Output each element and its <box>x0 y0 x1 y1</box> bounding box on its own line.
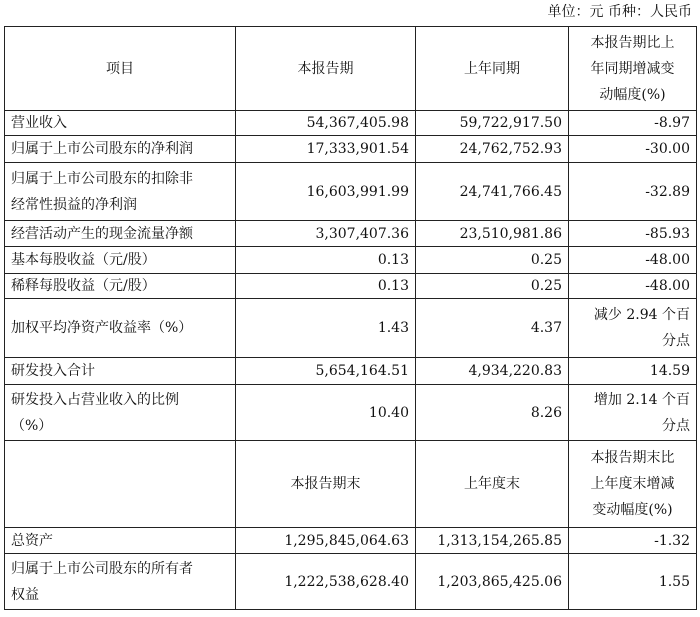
row-label: 营业收入 <box>5 111 236 136</box>
empty-header-cell <box>5 441 236 528</box>
change-value: -48.00 <box>569 274 697 299</box>
prior-value: 24,762,752.93 <box>416 136 569 163</box>
header-line: 本报告期末比 <box>590 450 675 466</box>
table-row <box>5 299 697 358</box>
change-value: 1.55 <box>569 554 697 610</box>
change-value <box>569 299 697 358</box>
table-row <box>5 136 697 163</box>
current-value: 17,333,901.54 <box>236 136 416 163</box>
row-label <box>5 385 236 441</box>
table-row <box>5 554 697 610</box>
currency-unit-note: 单位：元 币种：人民币 <box>547 4 692 20</box>
column-header-current: 本报告期 <box>236 27 416 111</box>
table-row <box>5 358 697 385</box>
row-label: 稀释每股收益（元/股） <box>5 274 236 299</box>
table-row <box>5 111 697 136</box>
table-row <box>5 247 697 274</box>
change-value: -8.97 <box>569 111 697 136</box>
header-line: 变动幅度(%) <box>592 502 673 518</box>
change-value: -1.32 <box>569 528 697 554</box>
header-line: 年同期增减变 <box>590 60 675 77</box>
label-line: 研发投入占营业收入的比例 <box>11 391 179 408</box>
change-line: 增加 2.14 个百 <box>593 391 690 408</box>
label-line: （%） <box>11 417 53 434</box>
current-value: 0.13 <box>236 247 416 274</box>
prior-value: 23,510,981.86 <box>416 221 569 247</box>
current-value: 54,367,405.98 <box>236 111 416 136</box>
label-line: 权益 <box>11 586 39 603</box>
current-value: 1.43 <box>236 299 416 358</box>
header-line: 动幅度(%) <box>599 86 666 103</box>
row-label: 归属于上市公司股东的净利润 <box>5 136 236 163</box>
label-line: 归属于上市公司股东的扣除非 <box>11 170 193 187</box>
change-value: -30.00 <box>569 136 697 163</box>
current-value: 3,307,407.36 <box>236 221 416 247</box>
prior-value: 1,203,865,425.06 <box>416 554 569 610</box>
change-value: -32.89 <box>569 163 697 221</box>
prior-value: 59,722,917.50 <box>416 111 569 136</box>
label-line: 经常性损益的净利润 <box>11 196 137 213</box>
financial-summary-table <box>4 26 697 610</box>
row-label: 总资产 <box>5 528 236 554</box>
label-line: 归属于上市公司股东的所有者 <box>11 560 193 577</box>
change-line: 分点 <box>662 333 690 349</box>
table-row <box>5 163 697 221</box>
row-label <box>5 163 236 221</box>
prior-value: 4.37 <box>416 299 569 358</box>
table-row <box>5 385 697 441</box>
change-line: 分点 <box>662 417 690 434</box>
current-value: 1,222,538,628.40 <box>236 554 416 610</box>
current-value: 0.13 <box>236 274 416 299</box>
row-label: 研发投入合计 <box>5 358 236 385</box>
prior-value: 24,741,766.45 <box>416 163 569 221</box>
table-row <box>5 221 697 247</box>
column-header-period-end: 本报告期末 <box>236 441 416 528</box>
prior-value: 1,313,154,265.85 <box>416 528 569 554</box>
column-header-change <box>569 441 697 528</box>
table-row <box>5 528 697 554</box>
header-line: 本报告期比上 <box>590 34 675 51</box>
column-header-prior-year-end: 上年度末 <box>416 441 569 528</box>
column-header-change <box>569 27 697 111</box>
current-value: 16,603,991.99 <box>236 163 416 221</box>
table-row <box>5 274 697 299</box>
header-line: 上年度末增减 <box>590 476 675 492</box>
prior-value: 0.25 <box>416 247 569 274</box>
row-label: 基本每股收益（元/股） <box>5 247 236 274</box>
change-line: 减少 2.94 个百 <box>593 307 690 323</box>
change-value: -48.00 <box>569 247 697 274</box>
period-end-header-row <box>5 441 697 528</box>
change-value: 14.59 <box>569 358 697 385</box>
row-label <box>5 554 236 610</box>
row-label: 经营活动产生的现金流量净额 <box>5 221 236 247</box>
current-value: 1,295,845,064.63 <box>236 528 416 554</box>
column-header-item: 项目 <box>5 27 236 111</box>
change-value <box>569 385 697 441</box>
row-label: 加权平均净资产收益率（%） <box>5 299 236 358</box>
header-row <box>5 27 697 111</box>
column-header-prior: 上年同期 <box>416 27 569 111</box>
current-value: 5,654,164.51 <box>236 358 416 385</box>
change-value: -85.93 <box>569 221 697 247</box>
current-value: 10.40 <box>236 385 416 441</box>
prior-value: 0.25 <box>416 274 569 299</box>
prior-value: 4,934,220.83 <box>416 358 569 385</box>
prior-value: 8.26 <box>416 385 569 441</box>
